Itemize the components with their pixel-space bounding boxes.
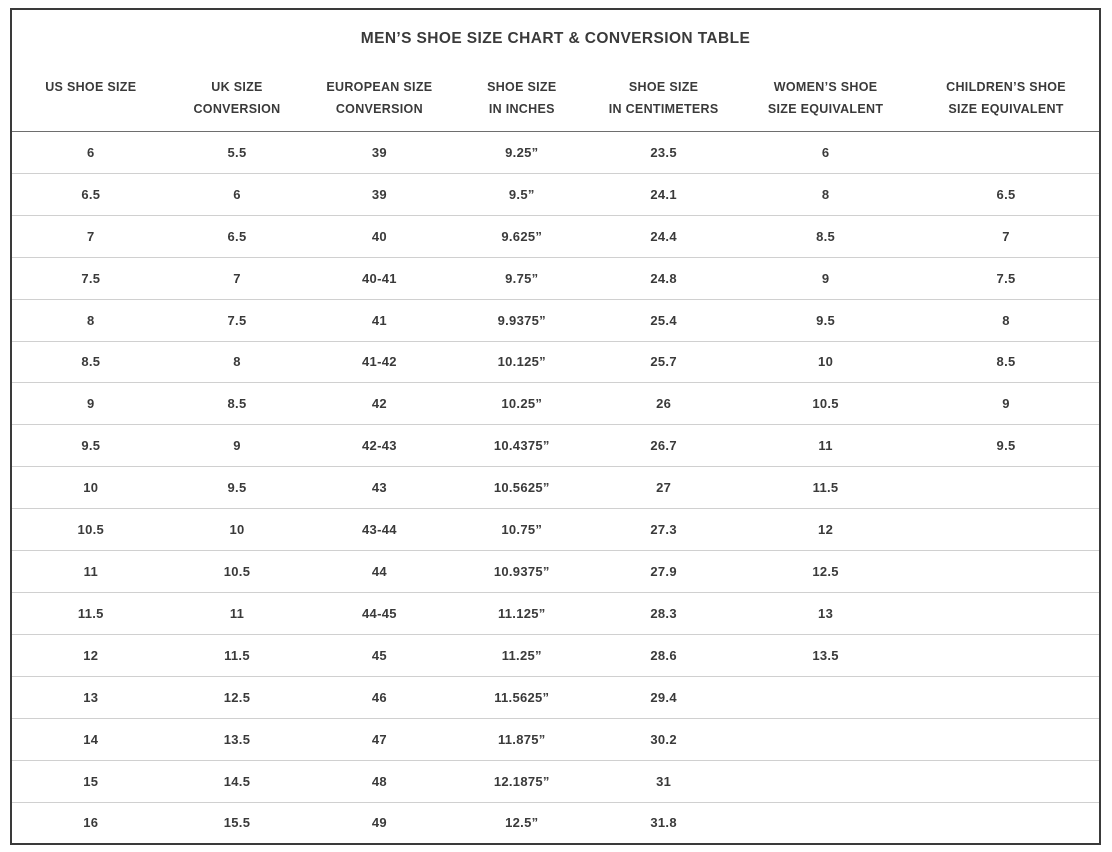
table-cell: 31.8 — [650, 815, 677, 831]
column-header-2 — [170, 68, 305, 132]
column-header-5 — [589, 68, 738, 132]
table-cell: 9 — [913, 383, 1099, 425]
table-row — [12, 467, 1099, 509]
table-cell — [913, 132, 1099, 174]
column-header-1 — [12, 68, 170, 132]
table-cell: 39 — [304, 173, 454, 215]
table-cell: 13.5 — [738, 634, 913, 676]
table-cell: 8 — [12, 299, 170, 341]
table-body — [12, 132, 1099, 844]
table-cell: 12 — [12, 634, 170, 676]
table-cell: 9.5 — [738, 299, 913, 341]
table-row — [12, 551, 1099, 593]
table-cell: 11.125” — [454, 592, 589, 634]
title-bar — [12, 10, 1099, 68]
table-row — [12, 383, 1099, 425]
table-cell: 8 — [913, 299, 1099, 341]
table-cell: 11.5625” — [454, 676, 589, 718]
table-cell: 24.8 — [589, 257, 738, 299]
column-header-line: IN CENTIMETERS — [608, 102, 719, 116]
table-cell: 13.5 — [170, 718, 305, 760]
column-header-line: EUROPEAN SIZE — [326, 80, 433, 94]
table-cell: 12.1875” — [454, 760, 589, 802]
table-cell: 9.5 — [170, 467, 305, 509]
table-cell: 5.5 — [170, 132, 305, 174]
column-header-line: SHOE SIZE — [628, 80, 699, 94]
table-row — [12, 173, 1099, 215]
table-cell: 43 — [304, 467, 454, 509]
table-cell: 23.5 — [589, 132, 738, 174]
table-cell: 14 — [12, 718, 170, 760]
table-cell: 44 — [304, 551, 454, 593]
table-cell — [913, 802, 1099, 843]
table-cell — [913, 592, 1099, 634]
table-cell: 28.3 — [589, 592, 738, 634]
page-title: MEN’S SHOE SIZE CHART & CONVERSION TABLE — [360, 30, 751, 47]
table-cell — [913, 676, 1099, 718]
table-cell: 27.3 — [589, 509, 738, 551]
column-header-4 — [454, 68, 589, 132]
table-cell: 8 — [170, 341, 305, 383]
table-cell: 24.1 — [589, 173, 738, 215]
table-row — [12, 425, 1099, 467]
table-cell: 6 — [12, 132, 170, 174]
table-cell: 9.75” — [454, 257, 589, 299]
column-header-line: WOMEN’S SHOE — [773, 80, 878, 94]
table-cell: 7.5 — [913, 257, 1099, 299]
table-cell: 42 — [304, 383, 454, 425]
table-head — [12, 68, 1099, 132]
table-cell: 9.5 — [12, 425, 170, 467]
table-cell: 10.25” — [454, 383, 589, 425]
size-conversion-table — [12, 68, 1099, 843]
table-cell: 44-45 — [304, 592, 454, 634]
table-cell: 10.9375” — [454, 551, 589, 593]
table-row — [12, 676, 1099, 718]
column-header-3 — [304, 68, 454, 132]
table-cell: 11.5 — [12, 592, 170, 634]
column-header-line: CHILDREN’S SHOE — [946, 80, 1066, 94]
table-cell: 40-41 — [304, 257, 454, 299]
table-cell: 9.9375” — [454, 299, 589, 341]
table-cell: 39 — [304, 132, 454, 174]
table-cell: 10.4375” — [454, 425, 589, 467]
table-cell: 9.5” — [454, 173, 589, 215]
table-cell: 43-44 — [304, 509, 454, 551]
table-row — [12, 257, 1099, 299]
table-cell: 11.875” — [454, 718, 589, 760]
table-cell: 30.2 — [589, 718, 738, 760]
table-cell: 11.25” — [454, 634, 589, 676]
table-row — [12, 509, 1099, 551]
column-header-line: SIZE EQUIVALENT — [767, 102, 884, 116]
table-cell: 29.4 — [589, 676, 738, 718]
table-cell: 9.5 — [913, 425, 1099, 467]
table-cell: 7.5 — [12, 257, 170, 299]
table-cell — [738, 676, 913, 718]
table-cell: 6.5 — [12, 173, 170, 215]
table-row — [12, 132, 1099, 174]
table-cell: 10 — [12, 467, 170, 509]
table-cell: 12.5 — [738, 551, 913, 593]
column-header-6 — [738, 68, 913, 132]
table-cell: 7 — [170, 257, 305, 299]
column-header-line: US SHOE SIZE — [45, 80, 137, 94]
table-cell: 15.5 — [223, 815, 251, 831]
table-cell: 13 — [12, 676, 170, 718]
column-header-7 — [913, 68, 1099, 132]
table-cell: 10 — [738, 341, 913, 383]
table-cell: 28.6 — [589, 634, 738, 676]
table-cell: 42-43 — [304, 425, 454, 467]
table-cell: 10.75” — [454, 509, 589, 551]
table-cell: 6.5 — [170, 215, 305, 257]
table-cell: 11 — [738, 425, 913, 467]
table-row — [12, 341, 1099, 383]
table-cell: 7 — [913, 215, 1099, 257]
table-cell — [738, 760, 913, 802]
column-header-line: CONVERSION — [193, 102, 281, 116]
table-cell: 26.7 — [589, 425, 738, 467]
column-header-line: IN INCHES — [488, 102, 555, 116]
table-cell: 8 — [738, 173, 913, 215]
table-row — [12, 592, 1099, 634]
table-cell — [913, 551, 1099, 593]
header-row — [12, 68, 1099, 132]
table-cell: 9 — [738, 257, 913, 299]
table-cell — [913, 760, 1099, 802]
table-cell: 10.125” — [454, 341, 589, 383]
table-row — [12, 299, 1099, 341]
table-cell: 24.4 — [589, 215, 738, 257]
table-cell — [913, 634, 1099, 676]
table-cell: 15 — [12, 760, 170, 802]
table-cell: 14.5 — [170, 760, 305, 802]
table-cell: 7.5 — [170, 299, 305, 341]
table-cell — [913, 509, 1099, 551]
table-cell: 41-42 — [304, 341, 454, 383]
table-cell: 11.5 — [170, 634, 305, 676]
table-cell: 9.625” — [454, 215, 589, 257]
table-cell: 9 — [12, 383, 170, 425]
table-cell: 6 — [170, 173, 305, 215]
table-cell: 8.5 — [12, 341, 170, 383]
table-cell: 10 — [170, 509, 305, 551]
table-cell: 12.5” — [505, 815, 539, 831]
table-cell: 12 — [738, 509, 913, 551]
table-row — [12, 802, 1099, 843]
table-cell: 6 — [738, 132, 913, 174]
table-cell: 8.5 — [913, 341, 1099, 383]
column-header-line: CONVERSION — [335, 102, 423, 116]
table-cell: 10.5625” — [454, 467, 589, 509]
table-cell: 16 — [83, 815, 99, 831]
table-cell: 25.4 — [589, 299, 738, 341]
table-cell: 6.5 — [913, 173, 1099, 215]
table-row — [12, 634, 1099, 676]
table-cell: 10.5 — [738, 383, 913, 425]
table-cell: 10.5 — [12, 509, 170, 551]
table-row — [12, 215, 1099, 257]
column-header-line: UK SIZE — [211, 80, 263, 94]
table-cell: 10.5 — [170, 551, 305, 593]
table-frame — [10, 8, 1101, 845]
table-cell: 49 — [371, 815, 387, 831]
table-cell: 11 — [170, 592, 305, 634]
table-cell — [913, 718, 1099, 760]
table-cell: 48 — [304, 760, 454, 802]
table-cell: 45 — [304, 634, 454, 676]
table-cell — [738, 718, 913, 760]
table-cell: 11.5 — [738, 467, 913, 509]
table-cell: 11 — [12, 551, 170, 593]
column-header-line: SIZE EQUIVALENT — [948, 102, 1064, 116]
table-cell: 31 — [589, 760, 738, 802]
table-cell — [913, 467, 1099, 509]
table-row — [12, 760, 1099, 802]
column-header-line: SHOE SIZE — [487, 80, 557, 94]
table-area — [12, 68, 1099, 843]
table-cell: 7 — [12, 215, 170, 257]
table-cell: 9.25” — [454, 132, 589, 174]
table-cell: 8.5 — [170, 383, 305, 425]
table-cell: 40 — [304, 215, 454, 257]
table-cell: 27.9 — [589, 551, 738, 593]
table-cell: 13 — [738, 592, 913, 634]
table-cell: 46 — [304, 676, 454, 718]
table-cell: 12.5 — [170, 676, 305, 718]
table-cell: 47 — [304, 718, 454, 760]
table-row — [12, 718, 1099, 760]
table-cell: 9 — [170, 425, 305, 467]
table-cell — [738, 802, 913, 843]
table-cell: 27 — [589, 467, 738, 509]
table-cell: 25.7 — [589, 341, 738, 383]
table-cell: 26 — [589, 383, 738, 425]
table-cell: 8.5 — [738, 215, 913, 257]
table-cell: 41 — [304, 299, 454, 341]
